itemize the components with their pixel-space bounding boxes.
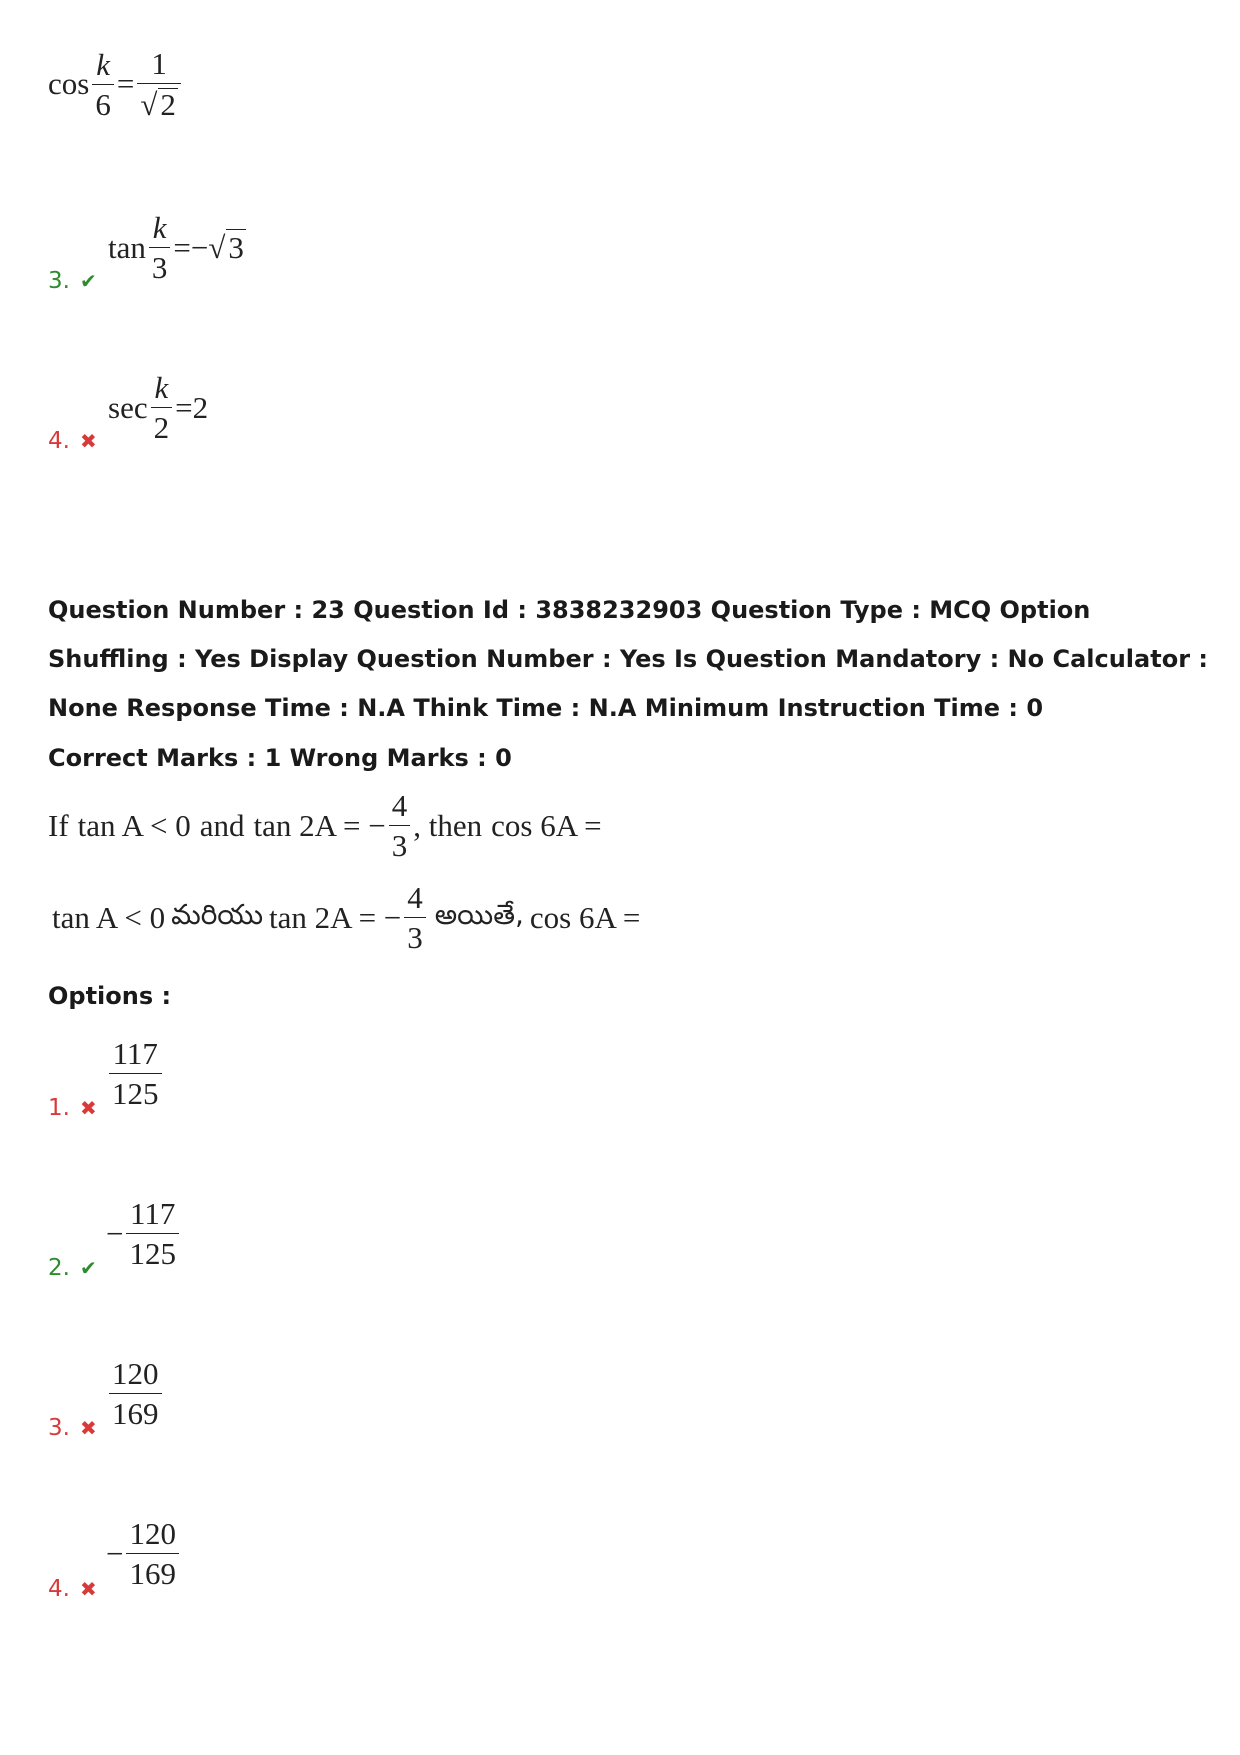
math-func: cos <box>48 66 90 101</box>
option-marker: 3. ✖ <box>48 1415 97 1441</box>
question-stem-english: If tan A < 0 and tan 2A = − $\frac{4}{3}$ , then cos 6A = <box>48 788 602 863</box>
cross-icon: ✖ <box>79 429 97 453</box>
fraction: $\frac{k}{6}$ <box>92 49 114 120</box>
check-icon: ✔ <box>79 269 97 293</box>
option-4-value: − $\frac{120}{169}$ <box>106 1518 182 1589</box>
option-1-value: $\frac{117}{125}$ <box>106 1038 165 1109</box>
cross-icon: ✖ <box>79 1096 97 1120</box>
question-stem-telugu: tan A < 0 మరియు tan 2A = − $\frac{4}{3}$ అయితే, cos 6A = <box>52 880 641 955</box>
cross-icon: ✖ <box>79 1577 97 1601</box>
option-marker: 1. ✖ <box>48 1095 97 1121</box>
prev-option-3-expression: tan $\frac{k}{3}$ = − √ 3 <box>108 210 244 285</box>
cross-icon: ✖ <box>79 1416 97 1440</box>
options-label: Options : <box>48 982 172 1010</box>
option-marker: 4. ✖ <box>48 428 97 454</box>
option-2-value: − $\frac{117}{125}$ <box>106 1198 182 1269</box>
fraction: 1 √ 2 <box>137 48 181 120</box>
option-marker: 3. ✔ <box>48 268 97 294</box>
prev-option-partial: cos $\frac{k}{6}$ = 1 √ 2 <box>48 48 184 120</box>
question-marks: Correct Marks : 1 Wrong Marks : 0 <box>48 744 512 772</box>
question-metadata: Question Number : 23 Question Id : 3838232903 Question Type : MCQ Option Shuffling : Yes Display Question Number : Yes Is Question Mandatory : No Calculator : None Response Time : N.A Think Time : N.A Minimum Instruction Time : 0 <box>48 596 1208 722</box>
check-icon: ✔ <box>79 1256 97 1280</box>
prev-option-4-expression: sec $\frac{k}{2}$ = 2 <box>108 370 209 445</box>
option-3-value: $\frac{120}{169}$ <box>106 1358 165 1429</box>
option-marker: 2. ✔ <box>48 1255 97 1281</box>
option-marker: 4. ✖ <box>48 1576 97 1602</box>
